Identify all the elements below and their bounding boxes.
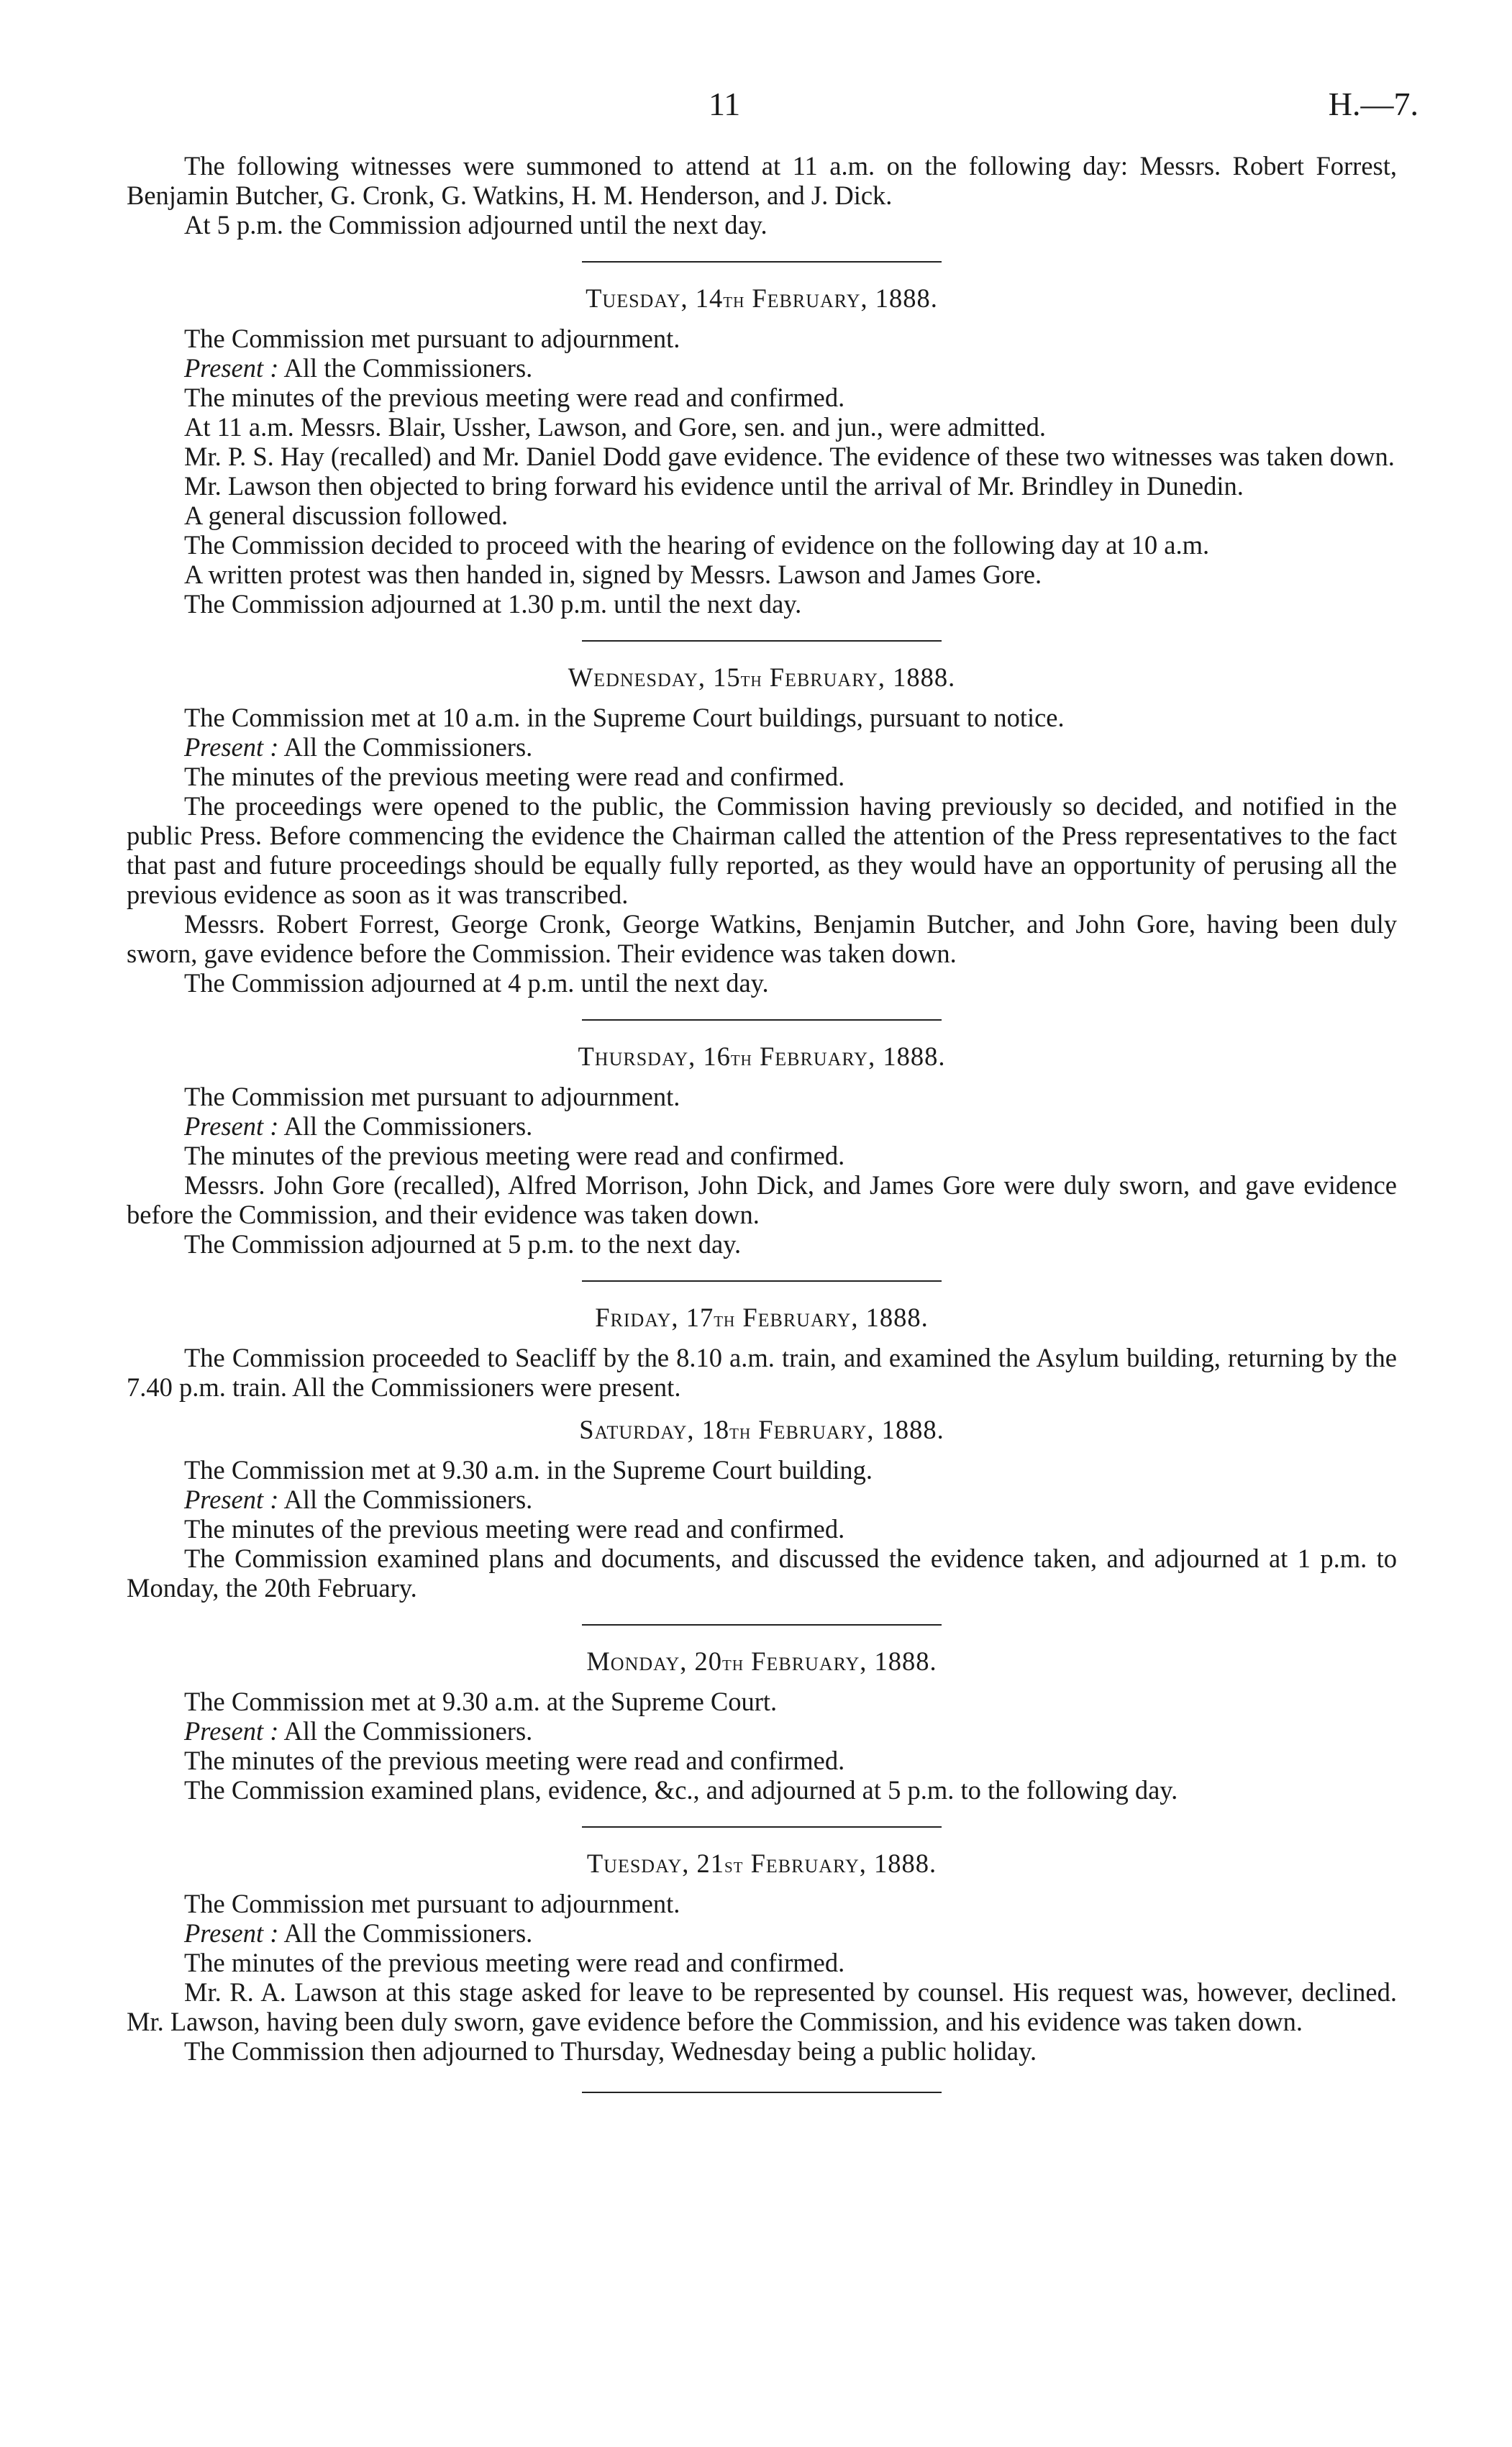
- present-line: Present : All the Commissioners.: [184, 1918, 533, 1948]
- paragraph: The Commission met pursuant to adjournment.: [184, 324, 680, 353]
- section-heading: Friday, 17th February, 1888.: [595, 1303, 929, 1332]
- paragraph: The Commission met pursuant to adjournment.: [184, 1082, 680, 1111]
- paragraph: The minutes of the previous meeting were read and confirmed.: [184, 1514, 845, 1544]
- present-line: Present : All the Commissioners.: [184, 1485, 533, 1514]
- paragraph: The proceedings were opened to the public, the Commission having previously so decided, and notified in the public Press. Before commencing the evidence the Chairman called the attention of the Press representatives to the fact that past and future proceedings should be equally fully reported, as they would have an opportunity of perusing all the previous evidence as soon as it was transcribed.: [127, 791, 1397, 909]
- paragraph: The Commission met pursuant to adjournment.: [184, 1889, 680, 1918]
- paragraph: The Commission met at 9.30 a.m. in the Supreme Court building.: [184, 1455, 873, 1485]
- paragraph: At 11 a.m. Messrs. Blair, Ussher, Lawson, and Gore, sen. and jun., were admitted.: [184, 412, 1046, 442]
- page-header: [0, 85, 1512, 128]
- section-divider: [582, 640, 942, 642]
- section-heading: Thursday, 16th February, 1888.: [578, 1042, 946, 1071]
- section-divider: [582, 261, 942, 263]
- paragraph: The Commission then adjourned to Thursday, Wednesday being a public holiday.: [184, 2036, 1037, 2066]
- paragraph: The Commission met at 9.30 a.m. at the Supreme Court.: [184, 1687, 778, 1716]
- minutes-body: [127, 151, 1397, 2114]
- paragraph: Messrs. Robert Forrest, George Cronk, George Watkins, Benjamin Butcher, and John Gore, having been duly sworn, gave evidence before the Commission. Their evidence was taken down.: [127, 909, 1397, 968]
- section-heading: Saturday, 18th February, 1888.: [579, 1415, 944, 1444]
- paragraph: The Commission decided to proceed with the hearing of evidence on the following day at 10 a.m.: [184, 530, 1210, 560]
- present-line: Present : All the Commissioners.: [184, 1716, 533, 1746]
- paragraph: A written protest was then handed in, signed by Messrs. Lawson and James Gore.: [184, 560, 1042, 589]
- paragraph: A general discussion followed.: [184, 501, 509, 530]
- paragraph: The following witnesses were summoned to attend at 11 a.m. on the following day: Messrs. Robert Forrest, Benjamin Butcher, G. Cronk, G. Watkins, H. M. Henderson, and J. Dick.: [127, 151, 1397, 210]
- present-line: Present : All the Commissioners.: [184, 353, 533, 383]
- present-line: Present : All the Commissioners.: [184, 732, 533, 762]
- paragraph: The minutes of the previous meeting were read and confirmed.: [184, 1948, 845, 1977]
- paragraph: Messrs. John Gore (recalled), Alfred Morrison, John Dick, and James Gore were duly sworn, and gave evidence before the Commission, and their evidence was taken down.: [127, 1170, 1397, 1229]
- paragraph: The minutes of the previous meeting were read and confirmed.: [184, 762, 845, 791]
- section-heading: Tuesday, 21st February, 1888.: [586, 1849, 937, 1878]
- paragraph: Mr. Lawson then objected to bring forward his evidence until the arrival of Mr. Brindley in Dunedin.: [184, 471, 1244, 501]
- paragraph: The Commission met at 10 a.m. in the Supreme Court buildings, pursuant to notice.: [184, 703, 1065, 732]
- paragraph: Mr. P. S. Hay (recalled) and Mr. Daniel Dodd gave evidence. The evidence of these two witnesses was taken down.: [184, 442, 1395, 471]
- paragraph: The Commission adjourned at 4 p.m. until the next day.: [184, 968, 769, 998]
- paragraph: The Commission examined plans and documents, and discussed the evidence taken, and adjourned at 1 p.m. to Monday, the 20th February.: [127, 1544, 1397, 1603]
- paragraph: The Commission adjourned at 1.30 p.m. until the next day.: [184, 589, 802, 619]
- paragraph: The minutes of the previous meeting were read and confirmed.: [184, 383, 845, 412]
- present-line: Present : All the Commissioners.: [184, 1111, 533, 1141]
- paragraph: At 5 p.m. the Commission adjourned until the next day.: [184, 210, 768, 240]
- paragraph: Mr. R. A. Lawson at this stage asked for leave to be represented by counsel. His request was, however, declined. Mr. Lawson, having been duly sworn, gave evidence before the Commission, and his evidence was taken down.: [127, 1977, 1397, 2036]
- section-divider: [582, 1624, 942, 1626]
- paragraph: The minutes of the previous meeting were read and confirmed.: [184, 1141, 845, 1170]
- paragraph: The minutes of the previous meeting were read and confirmed.: [184, 1746, 845, 1775]
- section-divider: [582, 1826, 942, 1828]
- section-heading: Tuesday, 14th February, 1888.: [586, 283, 938, 313]
- section-divider: [582, 1280, 942, 1282]
- document-reference: H.—7.: [1328, 86, 1418, 122]
- paragraph: The Commission adjourned at 5 p.m. to the next day.: [184, 1229, 742, 1259]
- paragraph: The Commission examined plans, evidence, &c., and adjourned at 5 p.m. to the following day.: [184, 1775, 1178, 1805]
- section-heading: Monday, 20th February, 1888.: [586, 1646, 937, 1676]
- section-divider: [582, 1019, 942, 1021]
- paragraph: The Commission proceeded to Seacliff by the 8.10 a.m. train, and examined the Asylum building, returning by the 7.40 p.m. train. All the Commissioners were present.: [127, 1343, 1397, 1402]
- section-heading: Wednesday, 15th February, 1888.: [568, 662, 956, 692]
- page-number: 11: [709, 86, 741, 122]
- section-divider: [582, 2092, 942, 2093]
